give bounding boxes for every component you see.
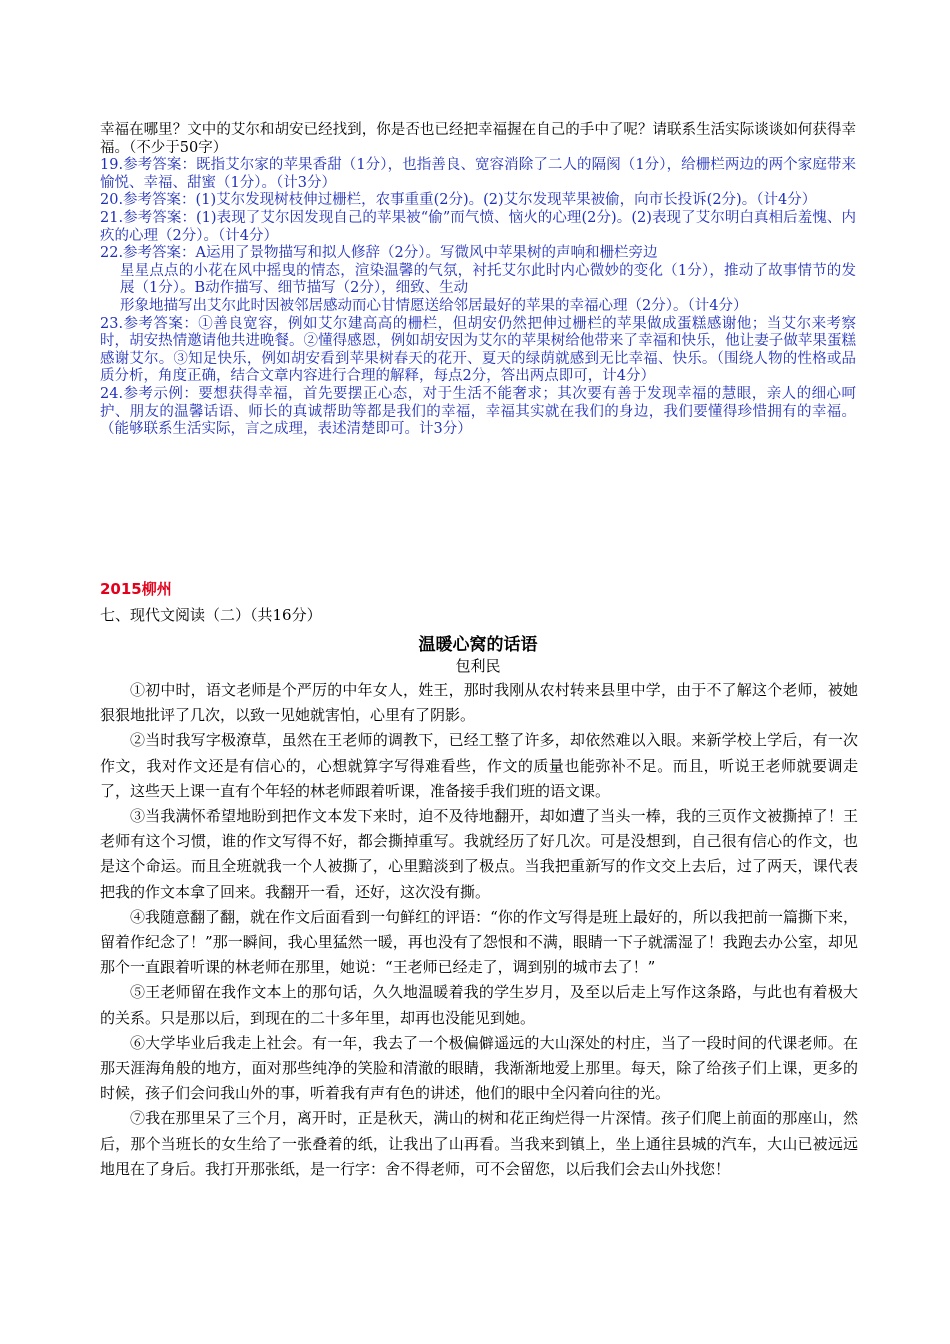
article-author: 包利民	[455, 657, 501, 675]
article-body	[100, 678, 858, 1182]
paragraph-2: ②当时我写字极潦草，虽然在王老师的调教下，已经工整了许多，却依然难以入眼。来新学校上学后，有一次作文，我对作文还是有信心的，心想就算字写得难看些，作文的质量也能弥补不足。而且，听说王老师就要调走了，这些天上课一直有个年轻的林老师跟着听课，准备接手我们班的语文课。	[100, 731, 858, 800]
paragraph-4: ④我随意翻了翻，就在作文后面看到一句鲜红的评语：“你的作文写得是班上最好的，所以我把前一篇撕下来，留着作纪念了！”那一瞬间，我心里猛然一暖，再也没有了怨恨和不满，眼睛一下子就濡湿了！我跑去办公室，却见那个一直跟着听课的林老师在那里，她说：“王老师已经走了，调到别的城市去了！”	[100, 907, 858, 977]
answer-22-line-2: 星星点点的小花在风中摇曳的情态，渲染温馨的气氛，衬托艾尔此时内心微妙的变化（1分），推动了故事情节的发展（1分）。B动作描写、细节描写（2分），细致、生动	[120, 262, 856, 297]
paragraph-3: ③当我满怀希望地盼到把作文本发下来时，迫不及待地翻开，却如遭了当头一棒，我的三页作文被撕掉了！王老师有这个习惯，谁的作文写得不好，都会撕掉重写。我就经历了好几次。可是没想到，自己很有信心的作文，也是这个命运。而且全班就我一个人被撕了，心里黯淡到了极点。当我把重新写的作文交上去后，过了两天，课代表把我的作文本拿了回来。我翻开一看，还好，这次没有撕。	[100, 807, 858, 901]
answer-key	[100, 122, 856, 439]
answer-22-line-1: 22.参考答案：A运用了景物描写和拟人修辞（2分）。写微风中苹果树的声响和栅栏旁边	[100, 245, 658, 262]
answer-20: 20.参考答案：(1)艾尔发现树枝伸过栅栏，农事重重(2分)。(2)艾尔发现苹果被偷，向市长投诉(2分)。（计4分）	[100, 192, 817, 209]
answer-23: 23.参考答案：①善良宽容，例如艾尔建高高的栅栏，但胡安仍然把伸过栅栏的苹果做成蛋糕感谢他；当艾尔来考察时，胡安热情邀请他共进晚餐。②懂得感恩，例如胡安因为艾尔的苹果树给他带来了幸福和快乐，他让妻子做苹果蛋糕感谢艾尔。③知足快乐，例如胡安看到苹果树春天的花开、夏天的绿荫就感到无比幸福、快乐。（围绕人物的性格或品质分析，角度正确，结合文章内容进行合理的解释，每点2分，答出两点即可，计4分）	[100, 315, 856, 385]
answer-24: 24.参考示例：要想获得幸福，首先要摆正心态，对于生活不能奢求；其次要有善于发现幸福的慧眼，亲人的细心呵护、朋友的温馨话语、师长的真诚帮助等都是我们的幸福，幸福其实就在我们的身边，我们要懂得珍惜拥有的幸福。（能够联系生活实际，言之成理，表述清楚即可。计3分）	[100, 385, 856, 438]
section-year-label: 2015柳州	[100, 580, 172, 598]
paragraph-6: ⑥大学毕业后我走上社会。有一年，我去了一个极偏僻遥远的大山深处的村庄，当了一段时间的代课老师。在那天涯海角般的地方，面对那些纯净的笑脸和清澈的眼睛，我渐渐地爱上那里。每天，除了给孩子们上课，更多的时候，孩子们会问我山外的事，听着我有声有色的讲述，他们的眼中全闪着向往的光。	[100, 1033, 858, 1103]
answer-19: 19.参考答案：既指艾尔家的苹果香甜（1分），也指善良、宽容消除了二人的隔阂（1分），给栅栏两边的两个家庭带来愉悦、幸福、甜蜜（1分）。（计3分）	[100, 157, 856, 191]
paragraph-7: ⑦我在那里呆了三个月，离开时，正是秋天，满山的树和花正绚烂得一片深情。孩子们爬上前面的那座山，然后，那个当班长的女生给了一张叠着的纸，让我出了山再看。当我来到镇上，坐上通往县城的汽车，大山已被远远地甩在了身后。我打开那张纸，是一行字：舍不得老师，可不会留您，以后我们会去山外找您！	[100, 1109, 858, 1178]
question-24-prompt: 幸福在哪里？文中的艾尔和胡安已经找到，你是否也已经把幸福握在自己的手中了呢？请联系生活实际谈谈如何获得幸福。（不少于50字）	[100, 122, 856, 156]
section-heading: 七、现代文阅读（二）（共16分）	[100, 606, 322, 624]
answer-21: 21.参考答案：(1)表现了艾尔因发现自己的苹果被“偷”而气愤、恼火的心理(2分)。(2)表现了艾尔明白真相后羞愧、内疚的心理（2分）。（计4分）	[100, 209, 856, 244]
paragraph-5: ⑤王老师留在我作文本上的那句话，久久地温暖着我的学生岁月，及至以后走上写作这条路，与此也有着极大的关系。只是那以后，到现在的二十多年里，却再也没能见到她。	[100, 983, 858, 1027]
answer-22-line-3: 形象地描写出艾尔此时因被邻居感动而心甘情愿送给邻居最好的苹果的幸福心理（2分）。（计4分）	[120, 297, 748, 314]
article-title: 温暖心窝的话语	[418, 635, 538, 655]
paragraph-1: ①初中时，语文老师是个严厉的中年女人，姓王，那时我刚从农村转来县里中学，由于不了解这个老师，被她狠狠地批评了几次，以致一见她就害怕，心里有了阴影。	[100, 681, 858, 725]
